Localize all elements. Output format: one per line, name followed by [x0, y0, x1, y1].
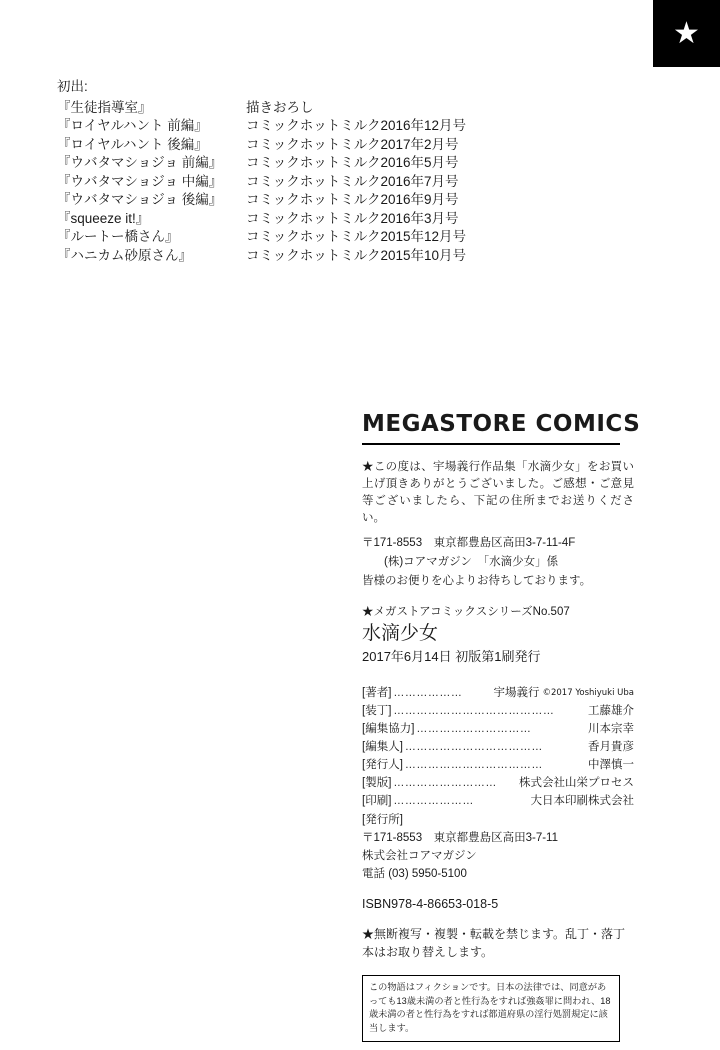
dot-leader: …………………………………… [393, 705, 555, 717]
staff-value: 宇場義行 ©2017 Yoshiyuki Uba [493, 687, 634, 699]
credits-title: 『ルートー橋さん』 [57, 229, 179, 244]
staff-value: 香月貴彦 [588, 741, 634, 753]
star-block [653, 0, 720, 67]
staff-value: 中澤慎一 [588, 759, 634, 771]
credits-title: 『ロイヤルハント 後編』 [57, 136, 208, 152]
staff-row [362, 756, 634, 774]
publisher-label: [発行所] [362, 814, 403, 826]
thanks-message: ★この度は、宇場義行作品集「水滴少女」をお買い上げ頂きありがとうございました。ご感想・ご意見等ございましたら、下記の住所までお送りください。 [362, 461, 634, 524]
staff-role: [著者] [362, 687, 392, 699]
dot-leader: ……………………………… [404, 741, 543, 753]
dot-leader: ……………………… [393, 777, 497, 789]
staff-row [362, 702, 634, 720]
credits-row [57, 228, 466, 247]
credits-row [57, 210, 466, 229]
dot-leader: ……………… [393, 687, 463, 699]
credits-source: コミックホットミルク2016年7月号 [246, 173, 459, 189]
credits-heading: 初出: [57, 79, 88, 94]
staff-role: [編集人] [362, 741, 403, 753]
credits-title: 『ロイヤルハント 前編』 [57, 118, 208, 133]
publisher-brand: MEGASTORE COMICS [362, 411, 641, 437]
legal-notice-box [362, 975, 620, 1042]
dot-leader: ………………………… [416, 723, 532, 735]
credits-title: 『生徒指導室』 [57, 99, 152, 115]
credits-title: 『squeeze it!』 [57, 210, 150, 226]
colophon-section [362, 411, 641, 961]
series-number: ★メガストアコミックスシリーズNo.507 [362, 606, 570, 618]
credits-source: コミックホットミルク2015年12月号 [246, 229, 467, 244]
staff-role: [印刷] [362, 795, 392, 807]
book-title: 水滴少女 [362, 623, 439, 644]
credits-title: 『ウバタマショジョ 前編』 [57, 155, 223, 170]
credits-section [57, 78, 466, 265]
credits-row [57, 117, 466, 136]
staff-row [362, 684, 634, 702]
credits-source: コミックホットミルク2016年9月号 [246, 192, 459, 207]
credits-source: コミックホットミルク2015年10月号 [246, 247, 467, 263]
dot-leader: ……………………………… [404, 759, 543, 771]
credits-source: コミックホットミルク2016年3月号 [246, 210, 459, 226]
credits-source: コミックホットミルク2016年5月号 [246, 155, 459, 170]
reader-address-line1: 〒171-8553 東京都豊島区高田3-7-11-4F [362, 537, 576, 549]
copyright-warning-line2: 本はお取り替えします。 [362, 945, 494, 959]
brand-divider [362, 443, 620, 445]
credits-row [57, 191, 466, 210]
credits-row [57, 99, 466, 118]
credits-title: 『ハニカム砂原さん』 [57, 247, 192, 263]
dot-leader: ………………… [393, 795, 474, 807]
legal-notice-text: この物語はフィクションです。日本の法律では、同意があっても13歳未満の者と性行為をすれば強姦罪に問われ、18歳未満の者と性行為をすれば都道府県の淫行処罰規定に該当します。 [369, 982, 611, 1033]
staff-role: [装丁] [362, 705, 392, 717]
staff-value: 大日本印刷株式会社 [530, 795, 634, 807]
staff-value: 工藤雄介 [588, 705, 634, 717]
copyright-warning-line1: ★無断複写・複製・転載を禁じます。乱丁・落丁 [362, 927, 626, 941]
credits-title: 『ウバタマショジョ 中編』 [57, 173, 223, 189]
publisher-address: 〒171-8553 東京都豊島区高田3-7-11 [362, 832, 558, 844]
credits-row [57, 247, 466, 266]
credits-source: コミックホットミルク2017年2月号 [246, 136, 459, 152]
staff-row [362, 720, 634, 738]
staff-table [362, 684, 634, 883]
reader-address-note: 皆様のお便りを心よりお待ちしております。 [362, 575, 592, 587]
credits-source: 描きおろし [246, 99, 314, 115]
reader-address-line2 [362, 554, 634, 571]
staff-row [362, 774, 634, 792]
staff-row [362, 738, 634, 756]
credits-source: コミックホットミルク2016年12月号 [246, 118, 467, 133]
credits-row [57, 173, 466, 192]
isbn: ISBN978-4-86653-018-5 [362, 897, 499, 911]
staff-role: [編集協力] [362, 723, 415, 735]
staff-role: [発行人] [362, 759, 403, 771]
staff-role: [製版] [362, 777, 392, 789]
publisher-telephone: 電話 (03) 5950-5100 [362, 868, 467, 880]
credits-title: 『ウバタマショジョ 後編』 [57, 192, 223, 207]
publisher-block [362, 811, 634, 883]
credits-row [57, 154, 466, 173]
publication-date: 2017年6月14日 初版第1刷発行 [362, 649, 541, 664]
staff-value: 川本宗幸 [588, 723, 634, 735]
credits-row [57, 136, 466, 155]
copyright-note: ©2017 Yoshiyuki Uba [542, 688, 634, 698]
staff-row [362, 792, 634, 810]
reader-address-line2-text: (株)コアマガジン 「水滴少女」係 [384, 556, 559, 568]
publisher-name: 株式会社コアマガジン [362, 850, 477, 862]
star-icon: ★ [673, 16, 700, 50]
staff-value: 株式会社山栄プロセス [519, 777, 634, 789]
